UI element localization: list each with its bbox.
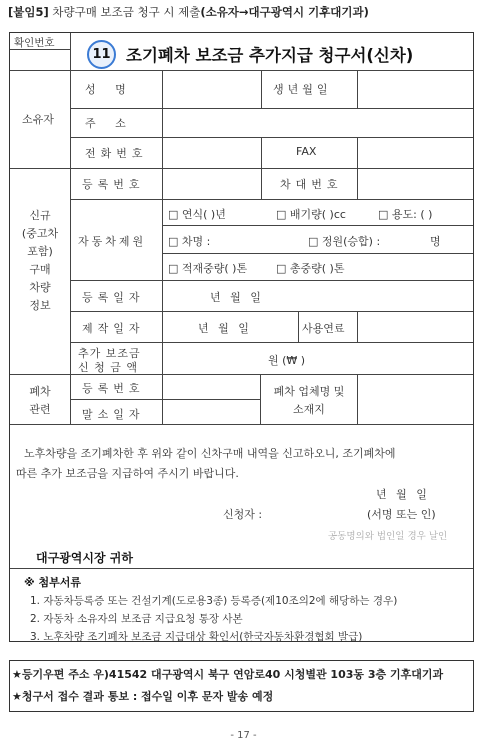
claim-form <box>9 32 474 642</box>
divider <box>10 168 473 169</box>
scrap-company-line: 폐차 업체명 및 <box>273 385 345 398</box>
spec-load-weight: □ 적재중량( )톤 <box>168 262 248 275</box>
divider <box>162 168 163 374</box>
divider <box>162 225 473 226</box>
spec-capacity: □ 정원(승합) : <box>308 235 381 248</box>
spec-year: □ 연식( )년 <box>168 208 226 221</box>
scrap-reg-no-label: 등록번호 <box>82 382 145 395</box>
amount-label-line2: 신 청 금 액 <box>78 361 138 374</box>
divider <box>10 424 473 425</box>
confirm-number-label: 확인번호 <box>14 37 55 49</box>
scrap-company-label <box>261 383 357 419</box>
vehicle-reg-date-label: 등록일자 <box>82 291 145 304</box>
declaration-date: 년 월 일 <box>376 488 430 501</box>
divider <box>70 199 473 200</box>
vehicle-section-line: 포함) <box>27 245 53 258</box>
signature-label: (서명 또는 인) <box>367 508 436 521</box>
attachment-tag: [붙임5] <box>8 5 49 19</box>
attachments-title: ※ 첨부서류 <box>24 576 82 589</box>
divider <box>70 33 71 70</box>
vehicle-reg-date-value: 년 월 일 <box>210 291 264 304</box>
vehicle-section-line: 정보 <box>29 299 51 312</box>
scrap-section-line: 폐차 <box>29 385 51 398</box>
result-notification-notice: ★청구서 접수 결과 통보 : 접수일 이후 문자 발송 예정 <box>12 690 274 703</box>
scrap-section-line: 관련 <box>29 403 51 416</box>
declaration-line1: 노후차량을 조기폐차한 후 위와 같이 신차구매 내역을 신고하오니, 조기폐차에 <box>24 447 396 460</box>
divider <box>70 108 473 109</box>
owner-name-label: 성 명 <box>85 83 134 96</box>
attachment-route: (소유자→대구광역시 기후대기과) <box>200 5 369 19</box>
divider <box>298 311 299 342</box>
scrap-company-line: 소재지 <box>293 403 325 416</box>
vehicle-section-label <box>10 207 70 315</box>
attachment-description: 차량구매 보조금 청구 시 제출 <box>48 5 201 19</box>
divider <box>70 311 473 312</box>
attachment-item: 2. 자동차 소유자의 보조금 지급요청 통장 사본 <box>30 613 243 625</box>
vehicle-reg-no-label: 등록번호 <box>82 178 145 191</box>
form-number-badge: 11 <box>87 40 116 69</box>
divider <box>162 253 473 254</box>
cancel-date-label: 말소일자 <box>82 408 145 421</box>
scrap-section-label <box>10 383 70 419</box>
spec-total-weight: □ 총중량( )톤 <box>276 262 345 275</box>
addressee: 대구광역시장 귀하 <box>36 551 133 565</box>
divider <box>357 374 358 424</box>
divider <box>70 399 260 400</box>
divider <box>162 374 163 424</box>
page-number: - 17 - <box>230 730 257 741</box>
spec-displacement: □ 배기량( )cc <box>276 208 346 221</box>
address-label: 주 소 <box>85 117 134 130</box>
spec-usage: □ 용도: ( ) <box>378 208 433 221</box>
divider <box>10 70 473 71</box>
divider <box>70 70 71 424</box>
vehicle-section-line: 구매 <box>29 263 51 276</box>
divider <box>357 137 358 168</box>
vehicle-section-line: 차량 <box>29 281 51 294</box>
divider <box>162 70 163 168</box>
divider <box>261 168 262 199</box>
amount-value: 원 (₩ ) <box>268 354 306 367</box>
fax-label: FAX <box>296 145 317 158</box>
spec-label: 자동차제원 <box>78 235 147 248</box>
divider <box>357 70 358 108</box>
amount-label-line1: 추가 보조금 <box>78 347 141 360</box>
declaration-line2: 따른 추가 보조금을 지급하여 주시기 바랍니다. <box>16 467 239 480</box>
divider <box>261 137 262 168</box>
attachment-item: 3. 노후차량 조기폐차 보조금 지급대상 확인서(한국자동차환경협회 발급) <box>30 631 363 643</box>
mfg-date-value: 년 월 일 <box>198 322 252 335</box>
divider <box>70 280 473 281</box>
mailing-address-notice: ★등기우편 주소 우)41542 대구광역시 북구 연암로40 시청별관 103동 3층 기후대기과 <box>12 668 444 681</box>
vehicle-section-line: 신규 <box>29 209 51 222</box>
attachment-header <box>8 4 369 20</box>
co-owner-note: 공동명의와 법인일 경우 날인 <box>328 531 448 542</box>
divider <box>70 137 473 138</box>
birth-date-label: 생년월일 <box>273 83 332 96</box>
owner-section-label: 소유자 <box>22 113 54 126</box>
fuel-label: 사용연료 <box>302 322 345 335</box>
divider <box>70 342 473 343</box>
divider <box>261 70 262 108</box>
divider <box>357 311 358 342</box>
mfg-date-label: 제작일자 <box>82 322 145 335</box>
applicant-label: 신청자 : <box>223 508 263 521</box>
vehicle-section-line: (중고차 <box>21 227 59 240</box>
divider <box>357 168 358 199</box>
spec-car-name: □ 차명 : <box>168 235 211 248</box>
attachment-item: 1. 자동차등록증 또는 건설기계(도로용3종) 등록증(제10조의2에 해당하는 경우) <box>30 595 398 607</box>
phone-label: 전화번호 <box>85 147 148 160</box>
spec-capacity-unit: 명 <box>430 235 441 248</box>
form-title: 조기폐차 보조금 추가지급 청구서(신차) <box>126 46 414 65</box>
divider <box>10 568 473 569</box>
chassis-no-label: 차대번호 <box>280 178 343 191</box>
